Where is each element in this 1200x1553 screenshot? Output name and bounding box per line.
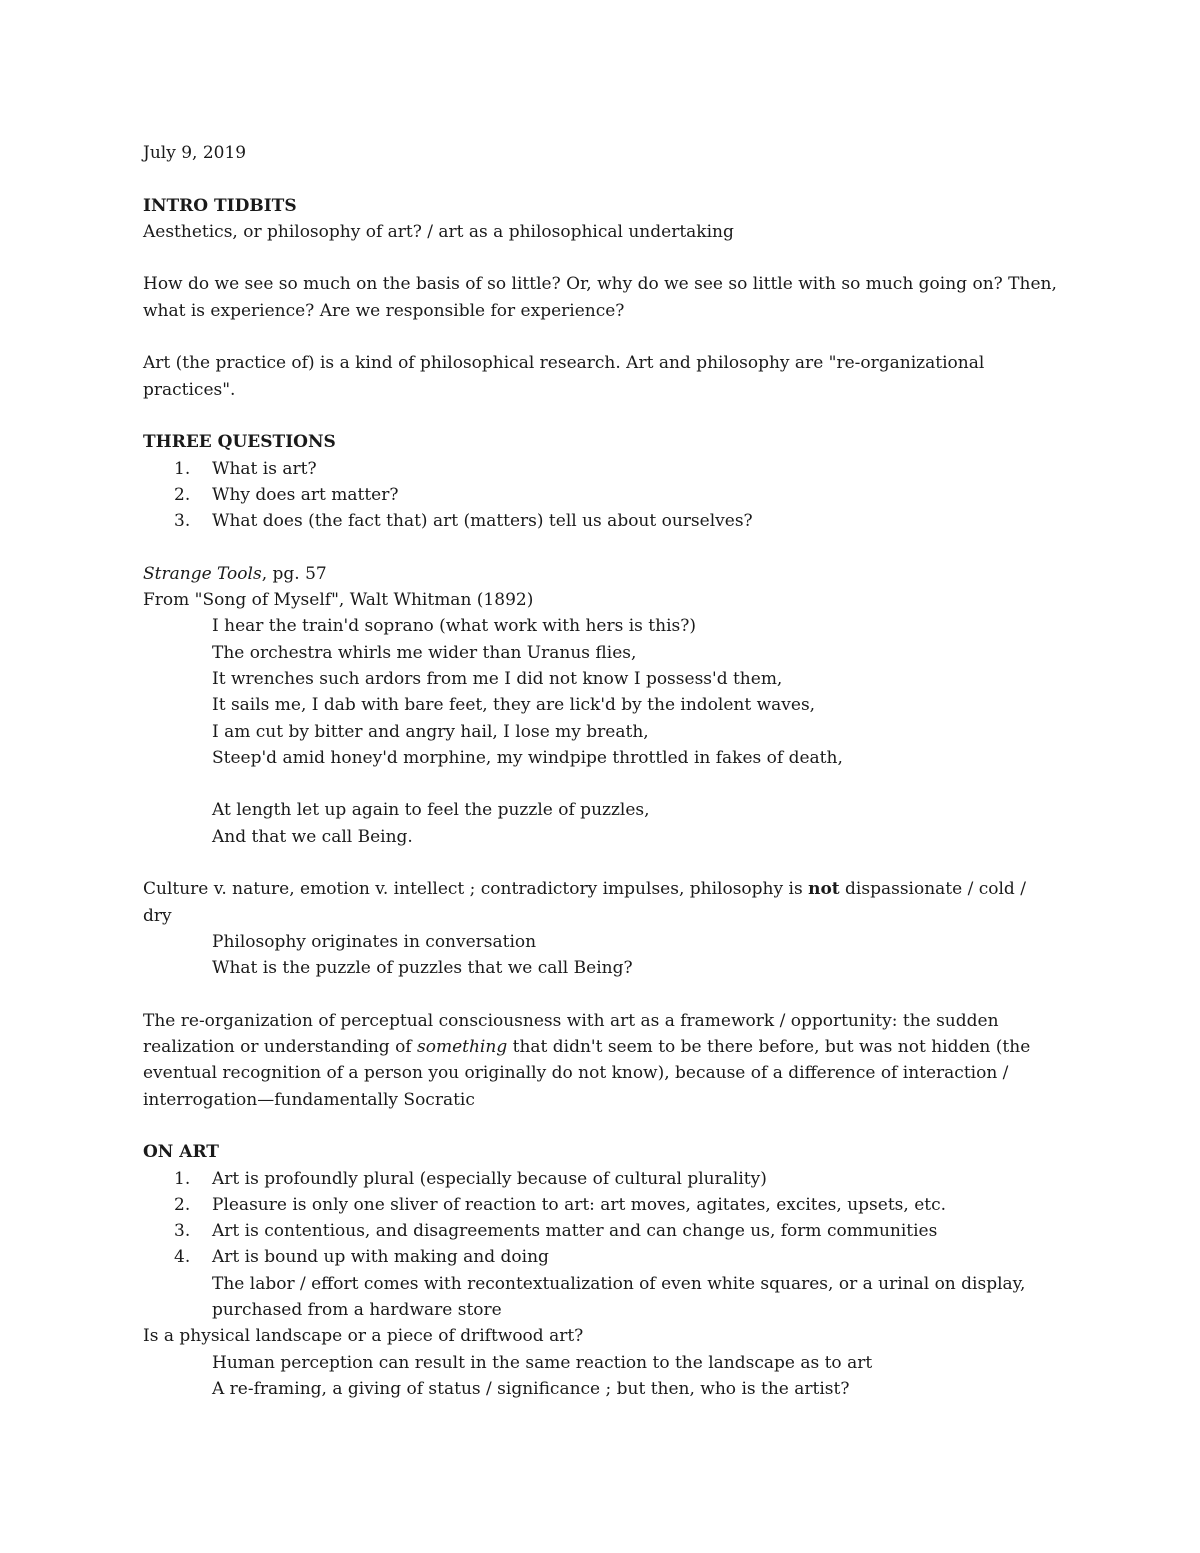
list-number: 1. bbox=[174, 458, 191, 479]
list-number: 1. bbox=[174, 1168, 191, 1189]
question-note: A re-framing, a giving of status / significance ; but then, who is the artist? bbox=[212, 1378, 850, 1399]
emphasis-not: not bbox=[808, 879, 840, 900]
list-item-note: purchased from a hardware store bbox=[212, 1300, 502, 1321]
reorganization-line: interrogation—fundamentally Socratic bbox=[143, 1089, 475, 1110]
culture-line: dry bbox=[143, 905, 172, 926]
list-item bbox=[143, 482, 1063, 508]
list-item bbox=[143, 1244, 1063, 1270]
intro-paragraph-line: How do we see so much on the basis of so little? Or, why do we see so little with so much going on? Then, bbox=[143, 274, 1057, 295]
intro-subtitle: Aesthetics, or philosophy of art? / art as a philosophical undertaking bbox=[143, 221, 734, 242]
reorganization-line: The re-organization of perceptual consciousness with art as a framework / opportunity: the sudden bbox=[143, 1010, 999, 1031]
culture-text: Culture v. nature, emotion v. intellect ; contradictory impulses, philosophy is bbox=[143, 879, 809, 900]
poem-line: The orchestra whirls me wider than Uranus flies, bbox=[212, 642, 637, 663]
list-item-note: The labor / effort comes with recontextualization of even white squares, or a urinal on display, bbox=[212, 1273, 1026, 1294]
reorganization-line: eventual recognition of a person you originally do not know), because of a difference of interaction / bbox=[143, 1063, 1009, 1084]
poem-source: From "Song of Myself", Walt Whitman (1892) bbox=[143, 590, 534, 611]
on-art-heading: ON ART bbox=[143, 1142, 219, 1163]
reorganization-line bbox=[143, 1034, 1063, 1060]
intro-heading: INTRO TIDBITS bbox=[143, 195, 297, 216]
document-date: July 9, 2019 bbox=[143, 143, 247, 163]
intro-paragraph-line: practices". bbox=[143, 379, 236, 400]
intro-paragraph-line: what is experience? Are we responsible for experience? bbox=[143, 300, 625, 321]
reorganization-text: realization or understanding of bbox=[143, 1037, 418, 1058]
list-text: What does (the fact that) art (matters) tell us about ourselves? bbox=[212, 511, 753, 532]
list-text: Why does art matter? bbox=[212, 484, 399, 505]
landscape-question: Is a physical landscape or a piece of driftwood art? bbox=[143, 1326, 584, 1347]
list-text: Art is profoundly plural (especially because of cultural plurality) bbox=[212, 1168, 767, 1189]
list-text: Pleasure is only one sliver of reaction to art: art moves, agitates, excites, upsets, etc. bbox=[212, 1194, 947, 1215]
list-text: What is art? bbox=[212, 458, 317, 479]
list-number: 3. bbox=[174, 1221, 191, 1242]
list-text: Art is bound up with making and doing bbox=[212, 1247, 549, 1268]
culture-note: What is the puzzle of puzzles that we call Being? bbox=[212, 958, 633, 979]
poem-line: At length let up again to feel the puzzle of puzzles, bbox=[212, 800, 650, 821]
three-questions-heading: THREE QUESTIONS bbox=[143, 432, 336, 453]
poem-line: Steep'd amid honey'd morphine, my windpipe throttled in fakes of death, bbox=[212, 747, 843, 768]
list-number: 4. bbox=[174, 1247, 191, 1268]
list-item bbox=[143, 1166, 1063, 1192]
list-number: 2. bbox=[174, 1194, 191, 1215]
list-item bbox=[143, 508, 1063, 534]
reorganization-text: that didn't seem to be there before, but was not hidden (the bbox=[507, 1037, 1031, 1058]
list-number: 3. bbox=[174, 511, 191, 532]
poem-line: I hear the train'd soprano (what work with hers is this?) bbox=[212, 616, 696, 637]
culture-line bbox=[143, 876, 1063, 902]
poem-line: And that we call Being. bbox=[212, 826, 413, 847]
page-reference: , pg. 57 bbox=[261, 563, 327, 584]
list-number: 2. bbox=[174, 484, 191, 505]
poem-line: It wrenches such ardors from me I did not know I possess'd them, bbox=[212, 668, 783, 689]
culture-text: dispassionate / cold / bbox=[839, 879, 1026, 900]
list-item bbox=[143, 456, 1063, 482]
poem-line: It sails me, I dab with bare feet, they are lick'd by the indolent waves, bbox=[212, 695, 816, 716]
document-page bbox=[143, 140, 1063, 1402]
poem-line: I am cut by bitter and angry hail, I lose my breath, bbox=[212, 721, 649, 742]
intro-paragraph-line: Art (the practice of) is a kind of philosophical research. Art and philosophy are "re-organizational bbox=[143, 353, 985, 374]
emphasis-something: something bbox=[417, 1037, 508, 1058]
book-title: Strange Tools bbox=[143, 563, 262, 584]
citation-line bbox=[143, 561, 1063, 587]
list-item bbox=[143, 1192, 1063, 1218]
culture-note: Philosophy originates in conversation bbox=[212, 931, 537, 952]
question-note: Human perception can result in the same reaction to the landscape as to art bbox=[212, 1352, 873, 1373]
list-text: Art is contentious, and disagreements matter and can change us, form communities bbox=[212, 1221, 938, 1242]
list-item bbox=[143, 1218, 1063, 1244]
